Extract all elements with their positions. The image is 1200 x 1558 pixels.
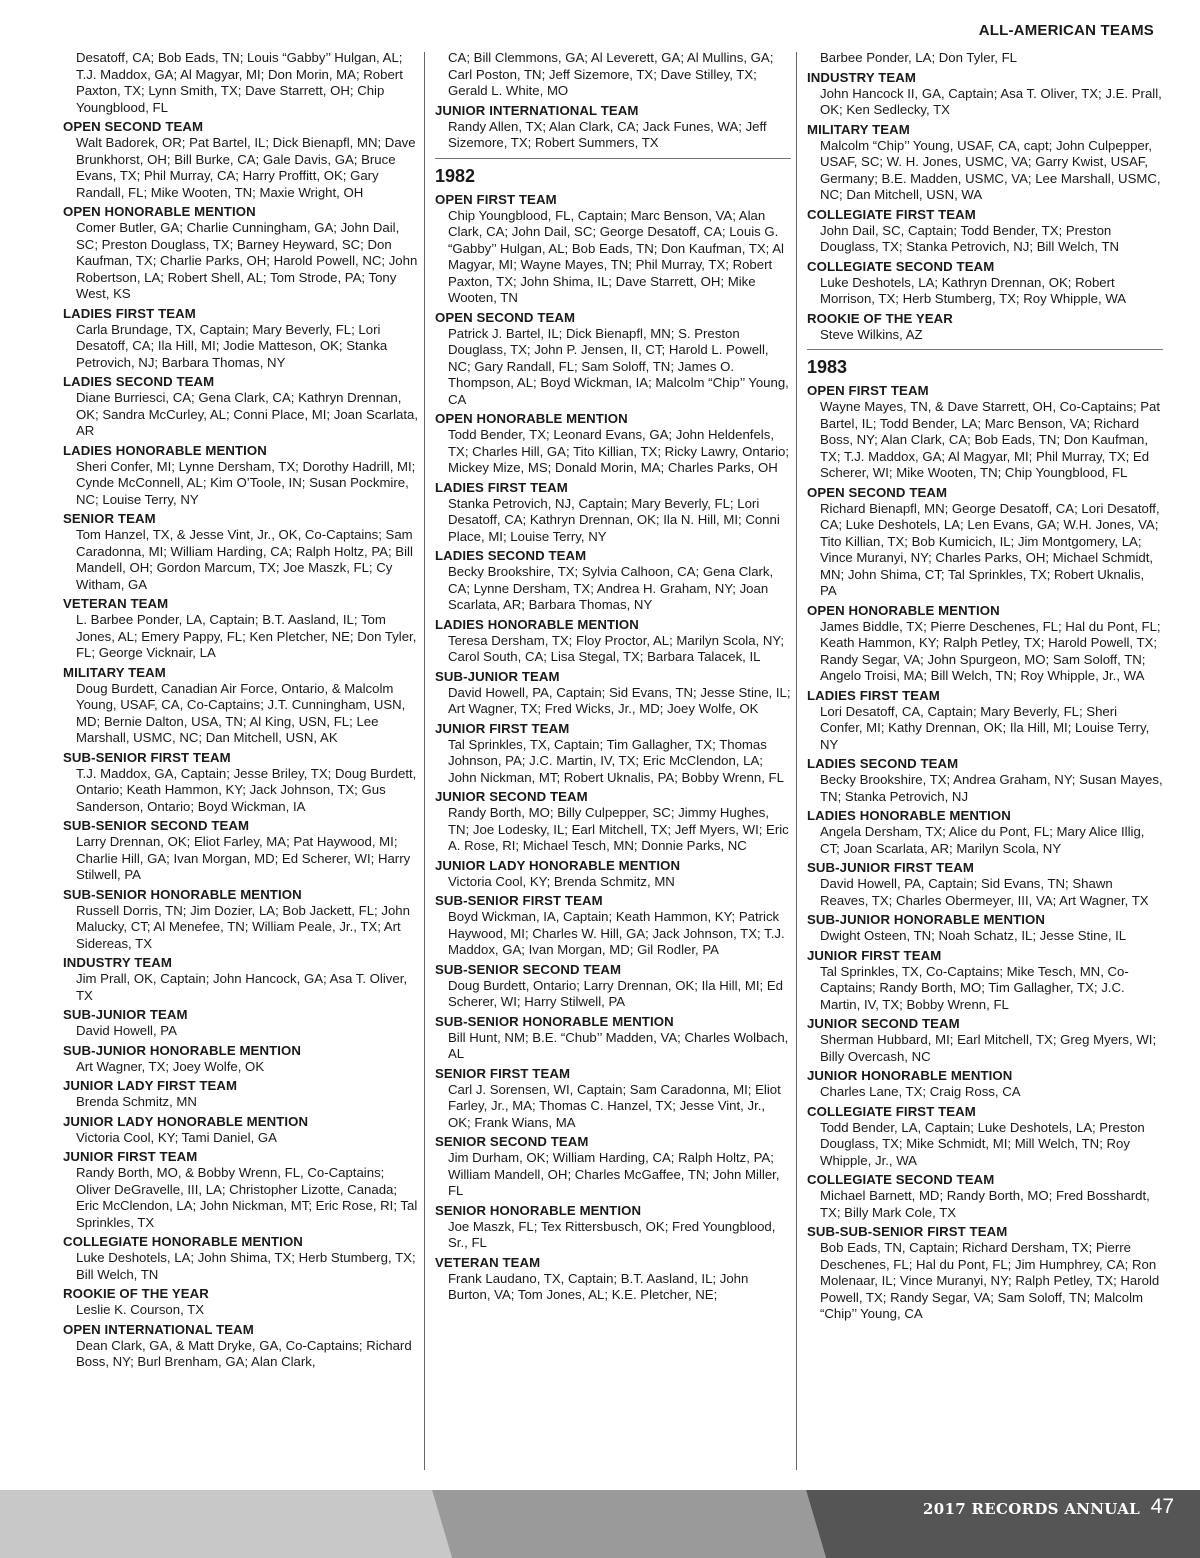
section-heading: LADIES FIRST TEAM	[435, 479, 568, 495]
section-roster: James Biddle, TX; Pierre Deschenes, FL; Hal du Pont, FL; Keath Hammon, KY; Ralph Petley, TX; Harold Powell, TX; Randy Segar, VA; John Spurgeon, MO; Sam Soloff, TN; Angelo Troisi, MA; Bill Welch, TN; Roy Whipple, Jr., WA	[820, 618, 1161, 683]
year-block	[807, 349, 1163, 1323]
section-heading: JUNIOR LADY HONORABLE MENTION	[63, 1113, 309, 1129]
section-roster: Doug Burdett, Canadian Air Force, Ontario, & Malcolm Young, USAF, CA, Co-Captains; J.T. Cunningham, USN, MD; Bernie Dalton, USA, TN; Al King, USN, FL; Lee Marshall, USMC, NC; Dan Mitchell, USN, AK	[76, 680, 406, 745]
section-roster: Brenda Schmitz, MN	[76, 1094, 197, 1109]
section-roster: Chip Youngblood, FL, Captain; Marc Benson, VA; Alan Clark, CA; John Dail, SC; George Desatoff, CA; Louis G. “Gabby’’ Hulgan, AL; Bob Eads, TN; Don Kaufman, TX; Al Magyar, MI; Wayne Mayes, TN; Phil Murray, TX; Robert Paxton, TX; John Shima, IL; Dave Starrett, OH; Mike Wooten, TN	[448, 207, 784, 305]
section-roster: Becky Brookshire, TX; Sylvia Calhoon, CA; Gena Clark, CA; Lynne Dersham, TX; Andrea H. Graham, NY; Joan Scarlata, AR; Barbara Thomas, NY	[448, 564, 774, 612]
column-1	[63, 50, 419, 1373]
section-roster: Angela Dersham, TX; Alice du Pont, FL; Mary Alice Illig, CT; Joan Scarlata, AR; Marilyn Scola, NY	[820, 824, 1145, 856]
section-roster: Jim Prall, OK, Captain; John Hancock, GA; Asa T. Oliver, TX	[76, 971, 408, 1003]
section-heading: LADIES SECOND TEAM	[63, 374, 215, 389]
section-roster: Stanka Petrovich, NJ, Captain; Mary Beverly, FL; Lori Desatoff, CA; Kathryn Drennan, OK; Ila N. Hill, MI; Conni Place, MI; Louise Terry, NY	[448, 495, 780, 544]
section-roster: Randy Borth, MO; Billy Culpepper, SC; Jimmy Hughes, TN; Joe Lodesky, IL; Earl Mitchell, TX; Jeff Myers, WI; Eric A. Rose, RI; Michael Tesch, MN; Donnie Parks, NC	[448, 805, 789, 853]
section-roster: Becky Brookshire, TX; Andrea Graham, NY; Susan Mayes, TN; Stanka Petrovich, NJ	[820, 772, 1163, 804]
section-heading: SUB-SENIOR FIRST TEAM	[63, 749, 231, 765]
section-roster: Diane Burriesci, CA; Gena Clark, CA; Kathryn Drennan, OK; Sandra McCurley, AL; Conni Place, MI; Joan Scarlata, AR	[76, 390, 419, 438]
section-heading: SUB-JUNIOR HONORABLE MENTION	[807, 912, 1045, 927]
section-heading: OPEN INTERNATIONAL TEAM	[63, 1321, 254, 1337]
section-roster: Larry Drennan, OK; Eliot Farley, MA; Pat Haywood, MI; Charlie Hill, GA; Ivan Morgan, MD; Ed Scherer, WI; Harry Stilwell, PA	[76, 834, 411, 882]
continued-text: CA; Bill Clemmons, GA; Al Leverett, GA; Al Mullins, GA; Carl Poston, TN; Jeff Sizemore, TX; Dave Stilley, TX; Gerald L. White, MO	[448, 50, 774, 98]
section-heading: SENIOR HONORABLE MENTION	[435, 1202, 642, 1218]
section-roster: David Howell, PA, Captain; Sid Evans, TN; Shawn Reaves, TX; Charles Obermeyer, III, VA; Art Wagner, TX	[820, 876, 1149, 908]
section-roster: Dwight Osteen, TN; Noah Schatz, IL; Jesse Stine, IL	[820, 928, 1127, 943]
column-divider	[424, 52, 425, 1470]
section-roster: Comer Butler, GA; Charlie Cunningham, GA; John Dail, SC; Preston Douglass, TX; Barney Heyward, SC; Don Kaufman, TX; Charlie Parks, OH; Harold Powell, NC; John Robertson, LA; Robert Shell, AL; Tom Strode, PA; Tony West, KS	[76, 220, 418, 301]
section-heading: VETERAN TEAM	[435, 1254, 541, 1270]
section-heading: LADIES HONORABLE MENTION	[807, 808, 1011, 823]
year-heading: 1982	[435, 165, 476, 186]
section-roster: Lori Desatoff, CA, Captain; Mary Beverly, FL; Sheri Confer, MI; Kathy Drennan, OK; Ila Hill, MI; Louise Terry, NY	[820, 703, 1150, 752]
section-heading: COLLEGIATE SECOND TEAM	[807, 258, 995, 274]
section-heading: JUNIOR INTERNATIONAL TEAM	[435, 102, 639, 118]
section-roster: David Howell, PA	[76, 1023, 177, 1038]
year-heading: 1983	[807, 357, 848, 377]
section-roster: Frank Laudano, TX, Captain; B.T. Aasland, IL; John Burton, VA; Tom Jones, AL; K.E. Pletcher, NE;	[448, 1270, 749, 1302]
section-roster: Patrick J. Bartel, IL; Dick Bienapfl, MN; S. Preston Douglass, TX; John P. Jensen, II, CT; Harold L. Powell, NC; Gary Randall, FL; Sam Soloff, TN; James O. Thompson, AL; Boyd Wickman, IA; Malcolm “Chip’’ Young, CA	[448, 325, 789, 407]
section-list	[63, 118, 419, 1371]
section-roster: Randy Borth, MO, & Bobby Wrenn, FL, Co-Captains; Oliver DeGravelle, III, LA; Christopher Lizotte, Canada; Eric McClendon, LA; John Nickman, MT; Eric Rose, RI; Tal Sprinkles, TX	[76, 1165, 418, 1230]
section-heading: OPEN FIRST TEAM	[435, 191, 557, 207]
section-list	[807, 69, 1163, 344]
section-roster: Todd Bender, TX; Leonard Evans, GA; John Heldenfels, TX; Charles Hill, GA; Tito Killian, TX; Ricky Lawry, Ontario; Mickey Mize, MS; Donald Morin, MA; Charles Parks, OH	[448, 427, 790, 475]
section-heading: OPEN FIRST TEAM	[807, 383, 929, 398]
section-heading: SENIOR TEAM	[63, 511, 156, 526]
section-roster: John Hancock II, GA, Captain; Asa T. Oliver, TX; J.E. Prall, OK; Ken Sedlecky, TX	[820, 85, 1162, 117]
section-heading: MILITARY TEAM	[63, 664, 166, 680]
section-roster: Sheri Confer, MI; Lynne Dersham, TX; Dorothy Hadrill, MI; Cynde McConnell, AL; Kim O’Toole, IN; Susan Pockmire, NC; Louise Terry, NY	[76, 458, 416, 507]
section-heading: JUNIOR FIRST TEAM	[435, 720, 570, 736]
section-list	[435, 102, 791, 152]
section-roster: Tal Sprinkles, TX, Captain; Tim Gallagher, TX; Thomas Johnson, PA; J.C. Martin, IV, TX; Eric McClendon, LA; John Nickman, MT; Robert Uknalis, PA; Bobby Wrenn, FL	[448, 736, 784, 785]
section-roster: Art Wagner, TX; Joey Wolfe, OK	[76, 1058, 265, 1074]
section-roster: Tal Sprinkles, TX, Co-Captains; Mike Tesch, MN, Co-Captains; Randy Borth, MO; Tim Gallagher, TX; J.C. Martin, IV, TX; Bobby Wrenn, FL	[820, 963, 1129, 1012]
section-heading: COLLEGIATE FIRST TEAM	[807, 206, 976, 222]
footer-band-light	[0, 1490, 452, 1558]
section-heading: SUB-SENIOR FIRST TEAM	[435, 893, 603, 908]
section-heading: SENIOR SECOND TEAM	[435, 1134, 589, 1149]
section-heading: SUB-SENIOR SECOND TEAM	[435, 961, 622, 977]
section-heading: SUB-SENIOR SECOND TEAM	[63, 818, 250, 833]
footer-band-mid	[432, 1490, 826, 1558]
section-roster: Luke Deshotels, LA; John Shima, TX; Herb Stumberg, TX; Bill Welch, TN	[76, 1250, 416, 1282]
section-heading: INDUSTRY TEAM	[807, 69, 917, 85]
section-heading: OPEN HONORABLE MENTION	[63, 204, 256, 219]
section-roster: Boyd Wickman, IA, Captain; Keath Hammon, KY; Patrick Haywood, MI; Charles W. Hill, GA; Jack Johnson, TX; T.J. Maddox, GA; Ivan Morgan, MD; Gil Rodler, PA	[448, 909, 785, 957]
section-heading: OPEN HONORABLE MENTION	[435, 411, 628, 426]
section-roster: Michael Barnett, MD; Randy Borth, MO; Fred Bosshardt, TX; Billy Mark Cole, TX	[820, 1188, 1150, 1220]
section-roster: Sherman Hubbard, MI; Earl Mitchell, TX; Greg Myers, WI; Billy Overcash, NC	[820, 1032, 1157, 1064]
section-heading: SUB-JUNIOR TEAM	[63, 1007, 188, 1022]
page-number: 47	[1150, 1495, 1174, 1518]
section-roster: Russell Dorris, TN; Jim Dozier, LA; Bob Jackett, FL; John Malucky, CT; Al Menefee, TN; William Peale, Jr., TX; Art Sidereas, TX	[76, 902, 410, 951]
section-heading: LADIES FIRST TEAM	[63, 305, 196, 321]
section-roster: Malcolm “Chip’’ Young, USAF, CA, capt; John Culpepper, USAF, SC; W. H. Jones, USMC, VA; Garry Kwist, USAF, Germany; B.E. Madden, USMC, VA; Lee Marshall, USMC, NC; Dan Mitchell, USN, WA	[820, 137, 1161, 202]
section-heading: OPEN SECOND TEAM	[435, 309, 576, 325]
column-3	[807, 50, 1163, 1325]
section-roster: Doug Burdett, Ontario; Larry Drennan, OK; Ila Hill, MI; Ed Scherer, WI; Harry Stilwell, PA	[448, 977, 783, 1009]
section-roster: Wayne Mayes, TN, & Dave Starrett, OH, Co-Captains; Pat Bartel, IL; Todd Bender, LA; Marc Benson, VA; Richard Boss, NY; Alan Clark, CA; Bob Eads, TN; Don Kaufman, TX; T.J. Maddox, GA; Al Magyar, MI; Phil Murray, TX; Ed Scherer, WI; Mike Wooten, TN; Chip Youngblood, FL	[820, 399, 1161, 480]
section-roster: L. Barbee Ponder, LA, Captain; B.T. Aasland, IL; Tom Jones, AL; Emery Pappy, FL; Ken Pletcher, NE; Don Tyler, FL; George Vicknair, LA	[76, 612, 417, 660]
section-roster: Todd Bender, LA, Captain; Luke Deshotels, LA; Preston Douglass, TX; Mike Schmidt, MI; Mill Welch, TN; Roy Whipple, Jr., WA	[820, 1119, 1145, 1168]
section-roster: Carl J. Sorensen, WI, Captain; Sam Caradonna, MI; Eliot Farley, Jr., MA; Thomas C. Hanzel, TX; Jesse Vint, Jr., OK; Frank Wians, MA	[448, 1081, 781, 1130]
section-roster: Richard Bienapfl, MN; George Desatoff, CA; Lori Desatoff, CA; Luke Deshotels, LA; Len Evans, GA; W.H. Jones, VA; Tito Killian, TX; Bob Kumicich, IL; Jim Montgomery, LA; Vince Muranyi, NY; Charles Parks, OH; Michael Schmidt, MN; John Shima, CT; Tal Sprinkles, TX; Robert Uknalis, PA	[820, 500, 1160, 598]
section-roster: Victoria Cool, KY; Brenda Schmitz, MN	[448, 873, 675, 889]
section-heading: COLLEGIATE FIRST TEAM	[807, 1103, 976, 1119]
section-heading: LADIES FIRST TEAM	[807, 687, 940, 703]
section-heading: MILITARY TEAM	[807, 121, 910, 137]
section-heading: SENIOR FIRST TEAM	[435, 1065, 571, 1081]
section-heading: SUB-SENIOR HONORABLE MENTION	[435, 1013, 674, 1029]
footer-publication-label: 2017 RECORDS ANNUAL	[923, 1500, 1140, 1518]
section-heading: OPEN HONORABLE MENTION	[807, 602, 1000, 618]
section-heading: LADIES SECOND TEAM	[807, 756, 959, 771]
section-roster: Randy Allen, TX; Alan Clark, CA; Jack Funes, WA; Jeff Sizemore, TX; Robert Summers, TX	[448, 118, 767, 150]
page-header: ALL-AMERICAN TEAMS	[978, 22, 1154, 39]
section-list	[435, 191, 791, 1304]
section-heading: JUNIOR LADY HONORABLE MENTION	[435, 857, 681, 873]
section-list	[807, 382, 1163, 1323]
section-roster: Joe Maszk, FL; Tex Rittersbusch, OK; Fred Youngblood, Sr., FL	[448, 1218, 776, 1250]
section-heading: SUB-JUNIOR FIRST TEAM	[807, 860, 974, 875]
section-roster: Luke Deshotels, LA; Kathryn Drennan, OK; Robert Morrison, TX; Herb Stumberg, TX; Roy Whipple, WA	[820, 274, 1127, 306]
section-heading: JUNIOR HONORABLE MENTION	[807, 1068, 1013, 1083]
section-heading: SUB-JUNIOR TEAM	[435, 668, 560, 684]
section-heading: ROOKIE OF THE YEAR	[63, 1286, 209, 1301]
section-heading: LADIES SECOND TEAM	[435, 548, 587, 563]
section-heading: JUNIOR FIRST TEAM	[63, 1149, 198, 1164]
section-heading: SUB-SENIOR HONORABLE MENTION	[63, 886, 302, 902]
section-roster: Victoria Cool, KY; Tami Daniel, GA	[76, 1129, 277, 1145]
column-2	[435, 50, 791, 1306]
section-roster: Walt Badorek, OR; Pat Bartel, IL; Dick Bienapfl, MN; Dave Brunkhorst, OH; Bill Burke, CA; Gale Davis, GA; Bruce Evans, TX; Phil Murray, CA; Harry Proffitt, OK; Gary Randall, FL; Mike Wooten, TN; Maxie Wright, OH	[76, 135, 416, 200]
continued-text: Barbee Ponder, LA; Don Tyler, FL	[820, 50, 1017, 65]
section-heading: COLLEGIATE HONORABLE MENTION	[63, 1234, 303, 1249]
section-heading: COLLEGIATE SECOND TEAM	[807, 1172, 995, 1187]
section-heading: SUB-SUB-SENIOR FIRST TEAM	[807, 1224, 1008, 1239]
section-heading: LADIES HONORABLE MENTION	[63, 442, 267, 458]
section-roster: Jim Durham, OK; William Harding, CA; Ralph Holtz, PA; William Mandell, OH; Charles McGaffee, TN; John Miller, FL	[448, 1150, 780, 1198]
section-heading: OPEN SECOND TEAM	[807, 484, 948, 500]
section-roster: Bill Hunt, NM; B.E. “Chub’’ Madden, VA; Charles Wolbach, AL	[448, 1029, 789, 1061]
section-roster: Tom Hanzel, TX, & Jesse Vint, Jr., OK, Co-Captains; Sam Caradonna, MI; William Harding, CA; Ralph Holtz, PA; Bill Mandell, OH; Gordon Marcum, TX; Joe Maszk, FL; Cy Witham, GA	[76, 527, 413, 592]
section-heading: JUNIOR SECOND TEAM	[807, 1016, 960, 1031]
section-heading: OPEN SECOND TEAM	[63, 119, 204, 134]
continued-text: Desatoff, CA; Bob Eads, TN; Louis “Gabby’’ Hulgan, AL; T.J. Maddox, GA; Al Magyar, MI; Don Morin, MA; Robert Paxton, TX; Lynn Smith, TX; Dave Starrett, OH; Chip Youngblood, FL	[76, 50, 403, 115]
section-heading: LADIES HONORABLE MENTION	[435, 616, 639, 632]
section-roster: David Howell, PA, Captain; Sid Evans, TN; Jesse Stine, IL; Art Wagner, TX; Fred Wicks, Jr., MD; Joey Wolfe, OK	[448, 684, 791, 716]
year-block	[435, 158, 791, 1304]
section-heading: JUNIOR LADY FIRST TEAM	[63, 1078, 238, 1093]
section-heading: INDUSTRY TEAM	[63, 955, 173, 970]
section-heading: VETERAN TEAM	[63, 596, 169, 611]
section-heading: SUB-JUNIOR HONORABLE MENTION	[63, 1042, 301, 1058]
section-heading: JUNIOR SECOND TEAM	[435, 789, 588, 804]
column-divider	[796, 52, 797, 1470]
section-roster: Bob Eads, TN, Captain; Richard Dersham, TX; Pierre Deschenes, FL; Hal du Pont, FL; Jim Humphrey, CA; Ron Molenaar, IL; Vince Muranyi, NY; Ralph Petley, TX; Harold Powell, TX; Randy Segar, VA; Sam Soloff, TN; Malcolm “Chip’’ Young, CA	[820, 1240, 1160, 1321]
section-roster: Dean Clark, GA, & Matt Dryke, GA, Co-Captains; Richard Boss, NY; Burl Brenham, GA; Alan Clark,	[76, 1337, 412, 1369]
section-roster: Leslie K. Courson, TX	[76, 1302, 205, 1317]
section-heading: ROOKIE OF THE YEAR	[807, 310, 953, 326]
section-roster: John Dail, SC, Captain; Todd Bender, TX; Preston Douglass, TX; Stanka Petrovich, NJ; Bill Welch, TN	[820, 222, 1120, 254]
section-roster: Charles Lane, TX; Craig Ross, CA	[820, 1084, 1021, 1099]
section-roster: Carla Brundage, TX, Captain; Mary Beverly, FL; Lori Desatoff, CA; Ila Hill, MI; Jodie Matteson, OK; Stanka Petrovich, NJ; Barbara Thomas, NY	[76, 321, 388, 370]
section-roster: Steve Wilkins, AZ	[820, 326, 923, 342]
section-roster: T.J. Maddox, GA, Captain; Jesse Briley, TX; Doug Burdett, Ontario; Keath Hammon, KY; Jack Johnson, TX; Gus Sanderson, Ontario; Boyd Wickman, IA	[76, 765, 417, 814]
section-heading: JUNIOR FIRST TEAM	[807, 947, 942, 963]
section-roster: Teresa Dersham, TX; Floy Proctor, AL; Marilyn Scola, NY; Carol South, CA; Lisa Stegal, TX; Barbara Talacek, IL	[448, 632, 785, 664]
